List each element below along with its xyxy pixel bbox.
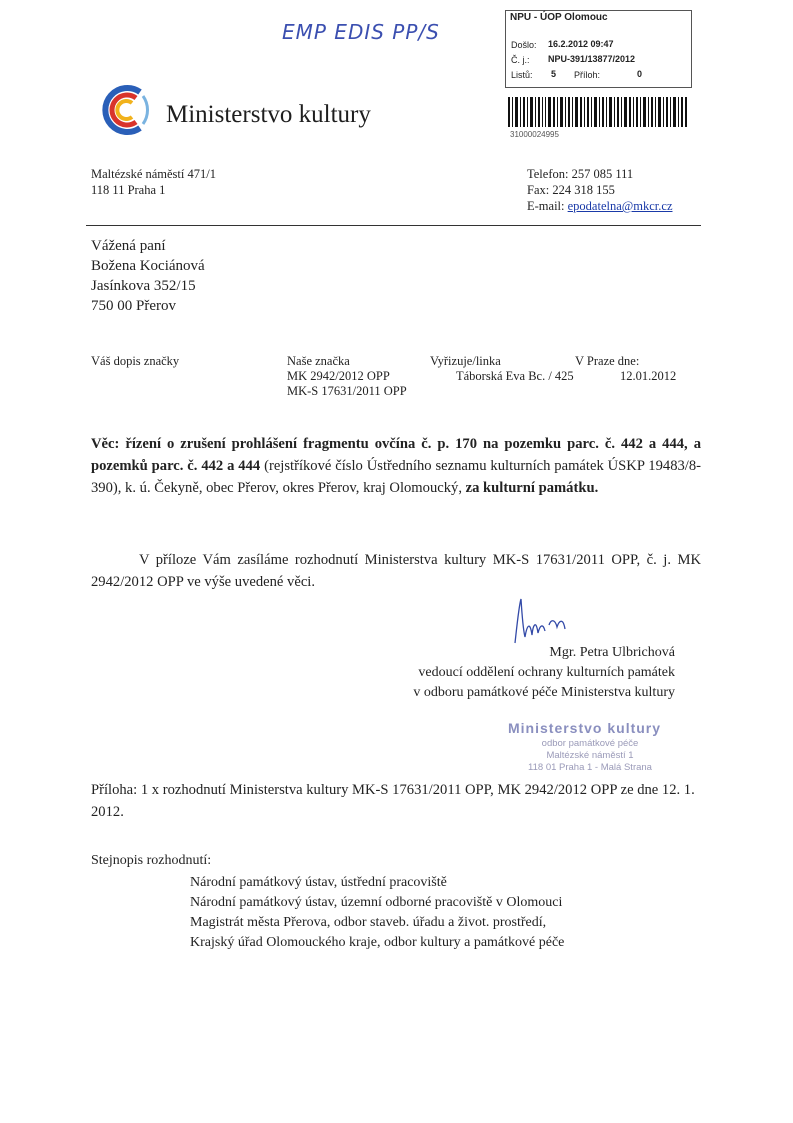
- seal-line1: odbor památkové péče: [541, 738, 639, 749]
- copy-recipient: Národní památkový ústav, územní odborné pracoviště v Olomouci: [190, 895, 563, 910]
- our-ref-label: Naše značka: [287, 354, 350, 368]
- copy-recipient: Krajský úřad Olomouckého kraje, odbor kultury a památkové péče: [190, 935, 565, 950]
- phone: Telefon: 257 085 111: [527, 167, 634, 181]
- our-ref-1: MK 2942/2012 OPP: [287, 369, 390, 383]
- copy-recipient: Národní památkový ústav, ústřední pracoviště: [190, 875, 447, 890]
- stamp-ref-label: Č. j.:: [511, 55, 530, 65]
- date-label: V Praze dne:: [575, 354, 640, 368]
- copies-list: [190, 873, 564, 953]
- signer-role2: v odboru památkové péče Ministerstva kultury: [413, 685, 675, 700]
- copy-recipient: Magistrát města Přerova, odbor staveb. úřadu a život. prostředí,: [190, 915, 547, 930]
- recipient-city: 750 00 Přerov: [91, 298, 176, 314]
- copies-label: Stejnopis rozhodnutí:: [91, 853, 212, 868]
- barcode-number: 31000024995: [510, 130, 559, 139]
- stamp-received-value: 16.2.2012 09:47: [548, 39, 614, 49]
- stamp-sheets-value: 5: [551, 69, 557, 79]
- barcode: [508, 97, 688, 127]
- stamp-received-label: Došlo:: [511, 40, 537, 50]
- fax: Fax: 224 318 155: [527, 183, 615, 197]
- sender-address-line1: Maltézské náměstí 471/1: [91, 167, 216, 181]
- handwritten-signature: [505, 595, 575, 650]
- subject: [91, 433, 701, 499]
- sender-address-line2: 118 11 Praha 1: [91, 183, 166, 197]
- subject-bold-1: Věc: řízení o zrušení prohlášení fragmentu ovčína č. p. 170 na pozemku parc. č. 442 a 444, a pozemků parc. č. 442 a 444: [91, 436, 701, 474]
- ministry-name: Ministerstvo kultury: [166, 101, 371, 128]
- email-line: [527, 198, 673, 214]
- seal-line2: Maltézské náměstí 1: [546, 750, 634, 761]
- stamp-sheets-label: Listů:: [511, 70, 533, 80]
- recipient-name: Božena Kociánová: [91, 258, 205, 274]
- signer-name: Mgr. Petra Ulbrichová: [549, 645, 675, 660]
- our-ref-2: MK-S 17631/2011 OPP: [287, 384, 407, 398]
- body-text: V příloze Vám zasíláme rozhodnutí Ministerstva kultury MK-S 17631/2011 OPP, č. j. MK 2942/2012 OPP ve výše uvedené věci.: [91, 552, 701, 590]
- stamp-attachments-value: 0: [637, 69, 643, 79]
- subject-bold-2: za kulturní památku.: [465, 480, 599, 496]
- stamp-office: NPU - ÚOP Olomouc: [510, 12, 608, 23]
- handled-value: Táborská Eva Bc. / 425: [456, 369, 574, 383]
- date-value: 12.01.2012: [620, 369, 677, 383]
- subject-normal: (rejstříkové číslo Ústředního seznamu kulturních památek ÚSKP 19483/8-390), k. ú. Čekyně, obec Přerov, okres Přerov, kraj Olomoucký,: [91, 458, 701, 496]
- stamp-attachments-label: Příloh:: [574, 70, 601, 80]
- seal-title: Ministerstvo kultury: [508, 720, 662, 736]
- ministry-logo-icon: [96, 80, 156, 140]
- stamp-ref-value: NPU-391/13877/2012: [548, 54, 636, 64]
- email-label: E-mail:: [527, 199, 565, 213]
- body-paragraph: [91, 549, 701, 593]
- handled-label: Vyřizuje/linka: [430, 354, 501, 368]
- recipient-block: [91, 236, 205, 316]
- your-ref-label: Váš dopis značky: [91, 354, 180, 368]
- recipient-street: Jasínkova 352/15: [91, 278, 196, 294]
- seal-line3: 118 01 Praha 1 - Malá Strana: [528, 762, 652, 773]
- header-divider: [86, 225, 701, 226]
- handwritten-note: EMP EDIS PP/S: [282, 20, 440, 44]
- attachment: Příloha: 1 x rozhodnutí Ministerstva kultury MK-S 17631/2011 OPP, MK 2942/2012 OPP ze dne 12. 1. 2012.: [91, 782, 695, 820]
- email-link[interactable]: epodatelna@mkcr.cz: [567, 199, 673, 213]
- signer-role1: vedoucí oddělení ochrany kulturních památek: [418, 665, 675, 680]
- recipient-salutation: Vážená paní: [91, 238, 166, 254]
